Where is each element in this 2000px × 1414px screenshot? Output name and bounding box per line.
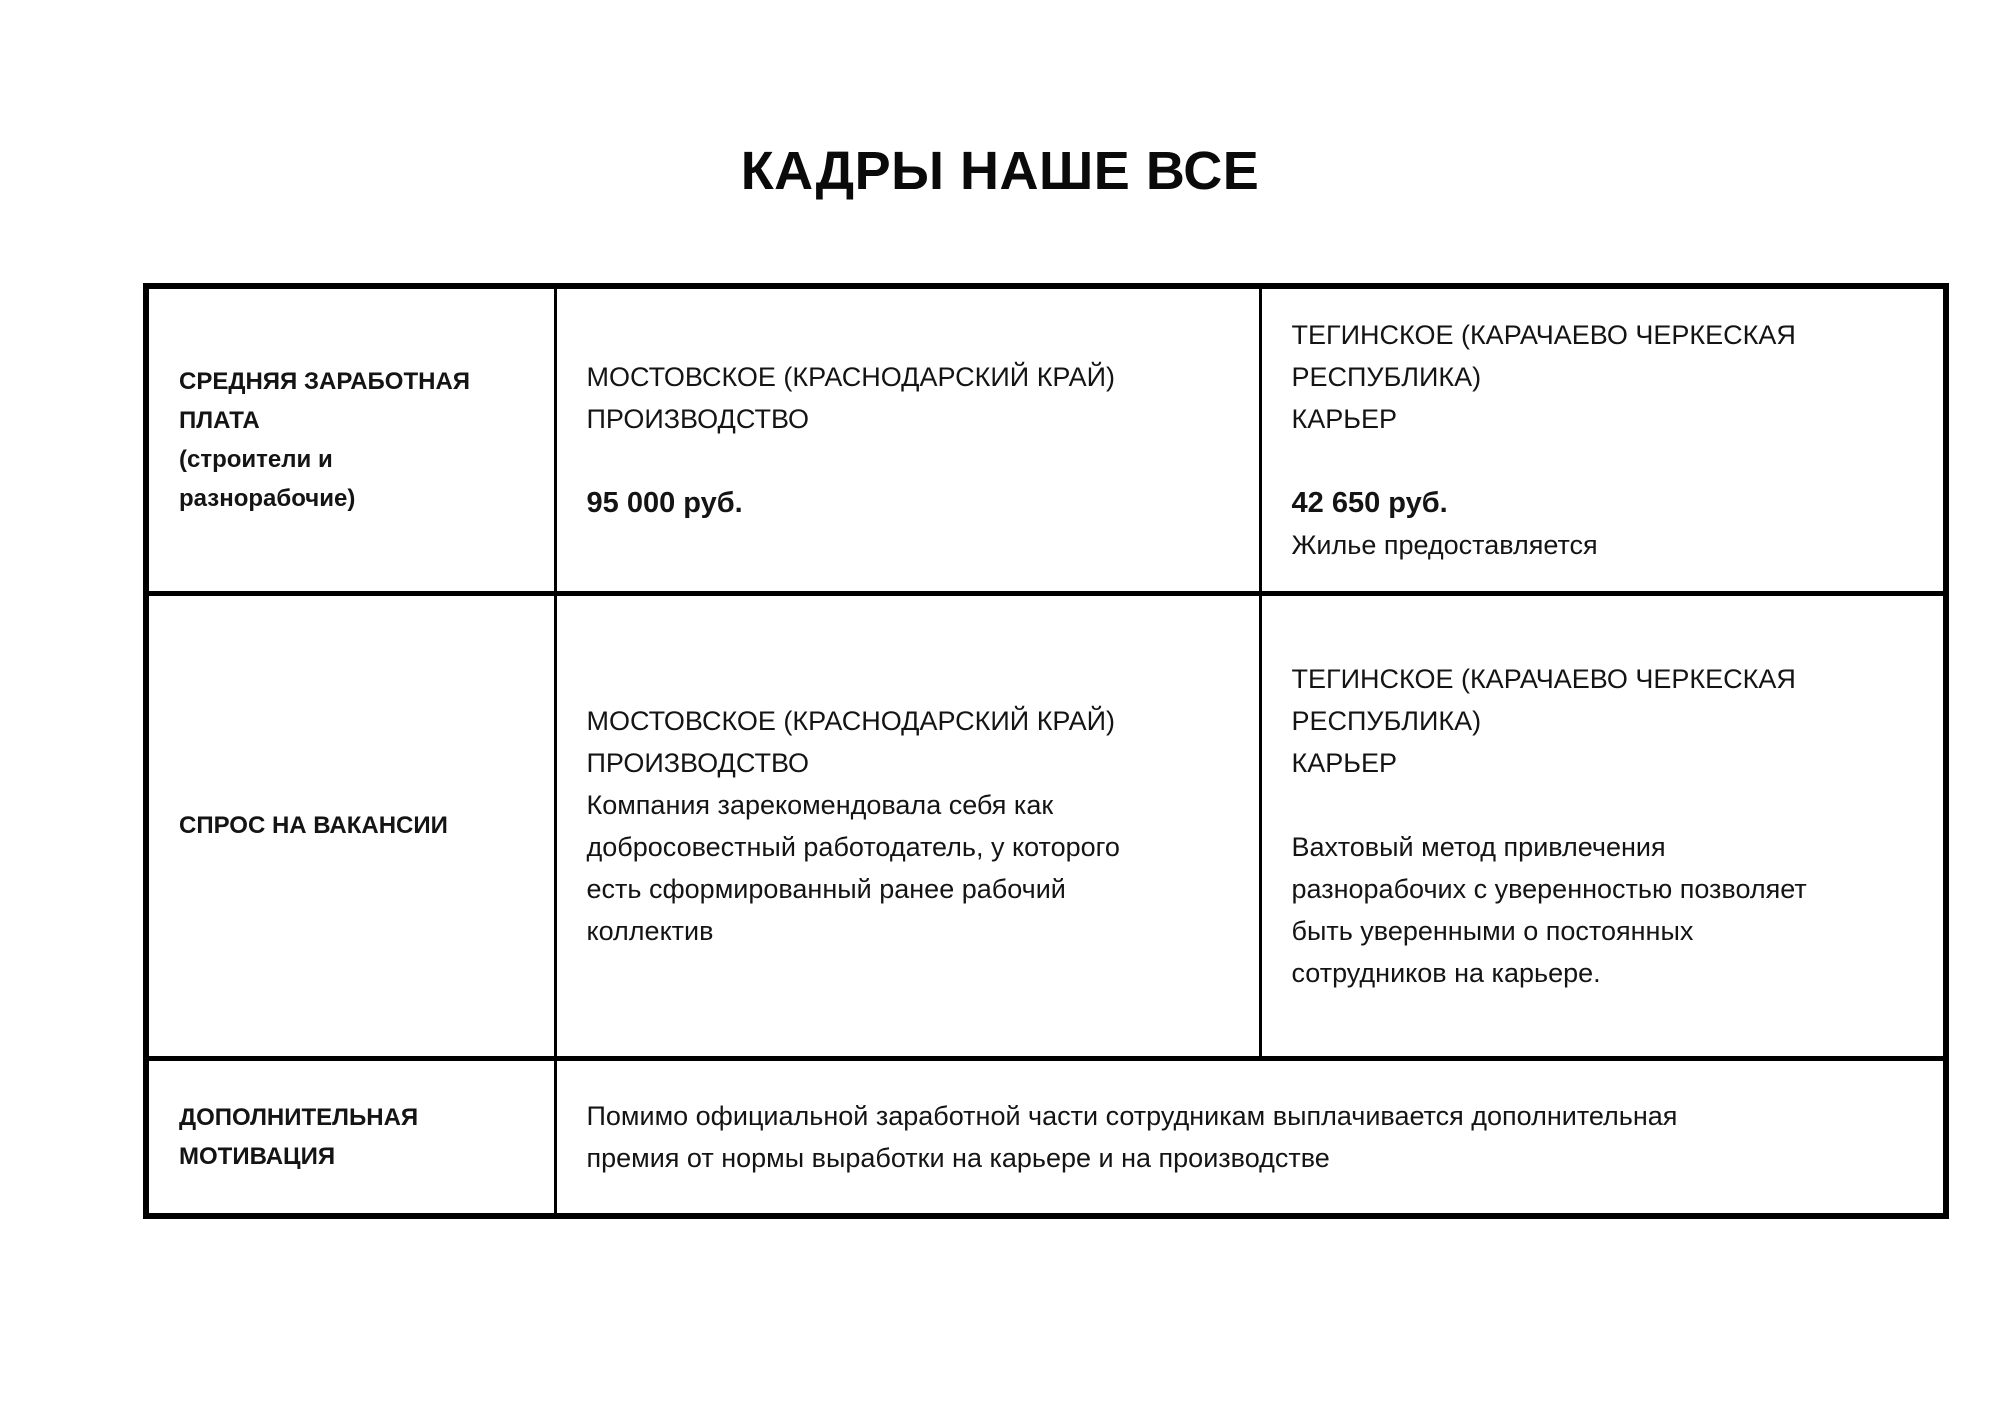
text-line: МОСТОВСКОЕ (КРАСНОДАРСКИЙ КРАЙ) bbox=[586, 705, 1116, 736]
text-line: МОТИВАЦИЯ bbox=[179, 1142, 336, 1170]
cell-salary-teginskoe bbox=[1260, 286, 1946, 593]
text-line: быть уверенными о постоянных bbox=[1291, 915, 1694, 946]
cell-salary-header bbox=[146, 286, 555, 593]
table-row-salary bbox=[146, 286, 1946, 593]
text-line: 95 000 руб. bbox=[586, 486, 743, 519]
cell-salary-mostovskoe bbox=[555, 286, 1260, 593]
text-line: ДОПОЛНИТЕЛЬНАЯ bbox=[179, 1103, 419, 1131]
text-line: ТЕГИНСКОЕ (КАРАЧАЕВО ЧЕРКЕСКАЯ bbox=[1291, 663, 1796, 694]
hr-info-table bbox=[143, 283, 1949, 1219]
text-line: добросовестный работодатель, у которого bbox=[586, 831, 1120, 862]
cell-motivation-details bbox=[555, 1058, 1946, 1216]
table-row-motivation bbox=[146, 1058, 1946, 1216]
text-line: КАРЬЕР bbox=[1291, 403, 1397, 434]
text-line: РЕСПУБЛИКА) bbox=[1291, 361, 1482, 392]
blank-line bbox=[1292, 440, 1918, 482]
text-line: РЕСПУБЛИКА) bbox=[1291, 705, 1482, 736]
cell-demand-teginskoe bbox=[1260, 593, 1946, 1058]
text-line: 42 650 руб. bbox=[1291, 486, 1448, 519]
text-line: Помимо официальной заработной части сотрудникам выплачивается дополнительная bbox=[586, 1100, 1678, 1131]
text-line: сотрудников на карьере. bbox=[1291, 957, 1601, 988]
text-line: Вахтовый метод привлечения bbox=[1291, 831, 1666, 862]
cell-demand-mostovskoe bbox=[555, 593, 1260, 1058]
blank-line bbox=[1292, 784, 1918, 826]
text-line: КАРЬЕР bbox=[1291, 747, 1397, 778]
text-line: коллектив bbox=[586, 915, 714, 946]
text-line: ПРОИЗВОДСТВО bbox=[586, 747, 810, 778]
text-line: Жилье предоставляется bbox=[1291, 529, 1598, 560]
text-line: СРЕДНЯЯ ЗАРАБОТНАЯ bbox=[179, 367, 471, 395]
text-line: разнорабочих с уверенностью позволяет bbox=[1291, 873, 1807, 904]
text-line: Компания зарекомендовала себя как bbox=[586, 789, 1054, 820]
text-line: ПЛАТА bbox=[179, 406, 260, 434]
text-line: СПРОС НА ВАКАНСИИ bbox=[179, 812, 448, 839]
text-line: есть сформированный ранее рабочий bbox=[586, 873, 1066, 904]
text-line: премия от нормы выработки на карьере и на производстве bbox=[586, 1142, 1330, 1173]
cell-motivation-header bbox=[146, 1058, 555, 1216]
text-line: разнорабочие) bbox=[179, 484, 356, 512]
cell-demand-header bbox=[146, 593, 555, 1058]
text-line: ТЕГИНСКОЕ (КАРАЧАЕВО ЧЕРКЕСКАЯ bbox=[1291, 319, 1796, 350]
text-line: ПРОИЗВОДСТВО bbox=[586, 403, 810, 434]
blank-line bbox=[587, 440, 1233, 482]
text-line: (строители и bbox=[179, 445, 333, 473]
table-row-demand bbox=[146, 593, 1946, 1058]
page-title: КАДРЫ НАШЕ ВСЕ bbox=[740, 141, 1260, 201]
text-line: МОСТОВСКОЕ (КРАСНОДАРСКИЙ КРАЙ) bbox=[586, 361, 1116, 392]
